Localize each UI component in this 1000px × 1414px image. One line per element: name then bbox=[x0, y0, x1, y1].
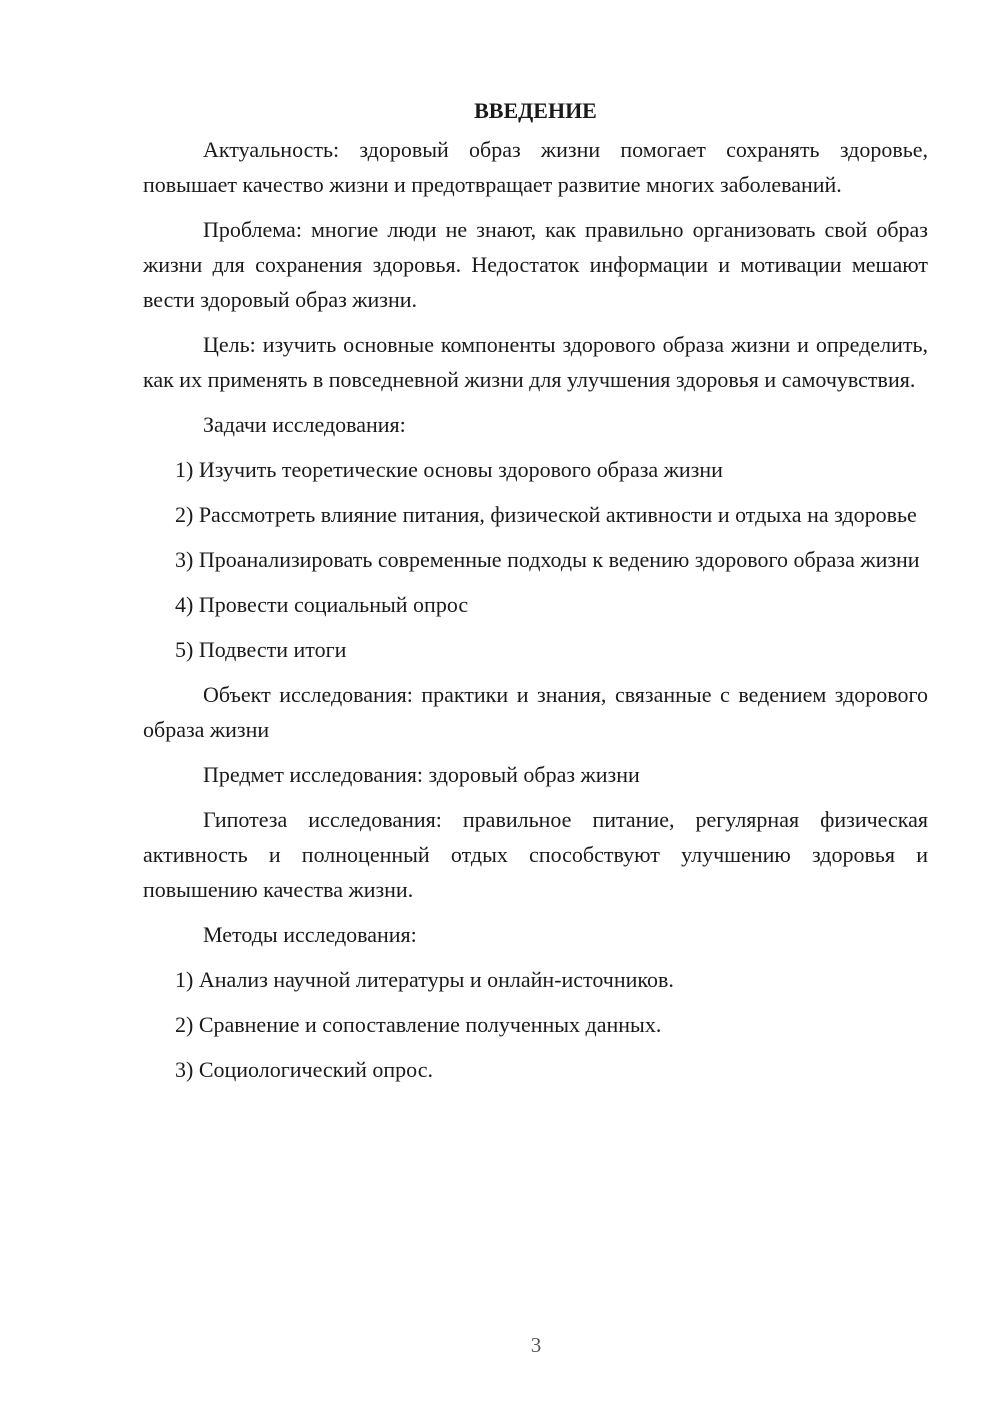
method-item-2: 2) Сравнение и сопоставление полученных данных. bbox=[175, 1012, 662, 1037]
task-item-5: 5) Подвести итоги bbox=[175, 637, 347, 662]
method-item-1: 1) Анализ научной литературы и онлайн-источников. bbox=[175, 967, 674, 992]
tasks-title: Задачи исследования: bbox=[203, 412, 406, 437]
paragraph-goal: Цель: изучить основные компоненты здорового образа жизни и определить, как их применять в повседневной жизни для улучшения здоровья и самочувствия. bbox=[143, 332, 928, 392]
task-item-1: 1) Изучить теоретические основы здорового образа жизни bbox=[175, 457, 723, 482]
task-item-2: 2) Рассмотреть влияние питания, физической активности и отдыха на здоровье bbox=[175, 502, 917, 527]
method-item-3: 3) Социологический опрос. bbox=[175, 1057, 433, 1082]
page-title: ВВЕДЕНИЕ bbox=[474, 98, 597, 123]
task-item-4: 4) Провести социальный опрос bbox=[175, 592, 469, 617]
page-content bbox=[143, 93, 928, 1097]
page-number: 3 bbox=[530, 1333, 542, 1357]
paragraph-problem: Проблема: многие люди не знают, как правильно организовать свой образ жизни для сохранения здоровья. Недостаток информации и мотивации мешают вести здоровый образ жизни. bbox=[143, 217, 928, 312]
paragraph-hypothesis: Гипотеза исследования: правильное питание, регулярная физическая активность и полноценный отдых способствуют улучшению здоровья и повышению качества жизни. bbox=[143, 807, 928, 902]
paragraph-object: Объект исследования: практики и знания, связанные с ведением здорового образа жизни bbox=[143, 682, 928, 742]
task-item-3: 3) Проанализировать современные подходы к ведению здорового образа жизни bbox=[175, 547, 920, 572]
paragraph-subject: Предмет исследования: здоровый образ жизни bbox=[203, 762, 640, 787]
methods-title: Методы исследования: bbox=[203, 922, 417, 947]
paragraph-relevance: Актуальность: здоровый образ жизни помогает сохранять здоровье, повышает качество жизни и предотвращает развитие многих заболеваний. bbox=[143, 137, 928, 197]
